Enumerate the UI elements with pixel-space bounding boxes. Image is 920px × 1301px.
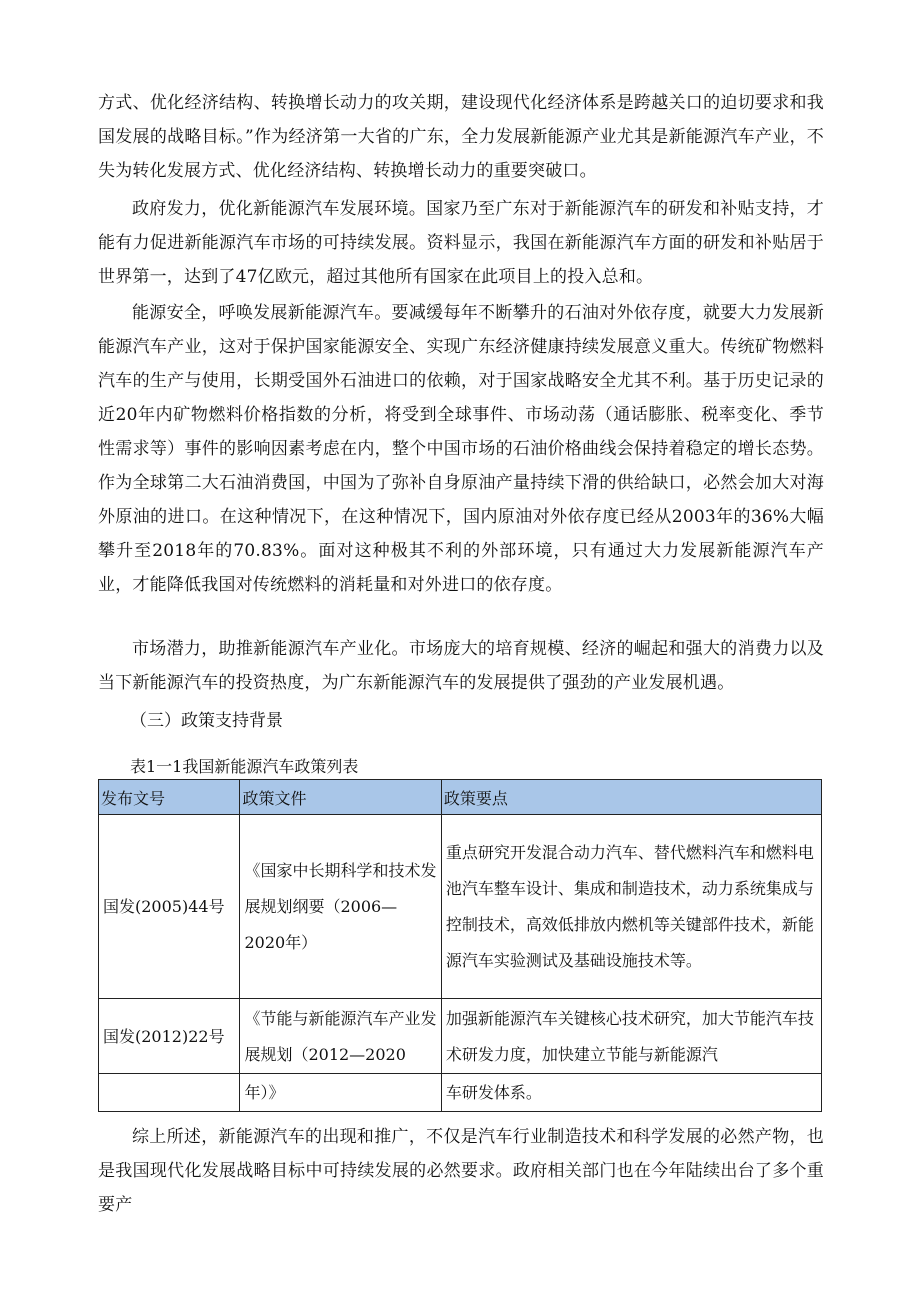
cell-document-continued: 年）》	[240, 1074, 441, 1112]
table-header-row	[99, 780, 822, 815]
cell-points-continued: 车研发体系。	[441, 1074, 821, 1112]
cell-empty	[99, 1074, 240, 1112]
cell-doc-no: 国发(2005)44号	[99, 815, 240, 999]
paragraph-market-potential: 市场潜力，助推新能源汽车产业化。市场庞大的培育规模、经济的崛起和强大的消费力以及当下新能源汽车的投资热度，为广东新能源汽车的发展提供了强劲的产业发展机遇。	[98, 639, 824, 693]
table-row	[99, 815, 822, 999]
paragraph-government: 政府发力，优化新能源汽车发展环境。国家乃至广东对于新能源汽车的研发和补贴支持，才能有力促进新能源汽车市场的可持续发展。资料显示，我国在新能源汽车方面的研发和补贴居于世界第一，达到了47亿欧元，超过其他所有国家在此项目上的投入总和。	[98, 199, 824, 287]
cell-doc-no: 国发(2012)22号	[99, 999, 240, 1074]
cell-document: 《国家中长期科学和技术发展规划纲要（2006—2020年）	[240, 815, 441, 999]
cell-document: 《节能与新能源汽车产业发展规划（2012—2020	[240, 999, 441, 1074]
paragraph-summary: 综上所述，新能源汽车的出现和推广，不仅是汽车行业制造技术和科学发展的必然产物，也是我国现代化发展战略目标中可持续发展的必然要求。政府相关部门也在今年陆续出台了多个重要产	[98, 1127, 824, 1215]
policy-table	[98, 779, 822, 1112]
table-row	[99, 999, 822, 1074]
paragraph-intro-continuation: 方式、优化经济结构、转换增长动力的攻关期，建设现代化经济体系是跨越关口的迫切要求和我国发展的战略目标。”作为经济第一大省的广东，全力发展新能源产业尤其是新能源汽车产业，不失为转化发展方式、优化经济结构、转换增长动力的重要突破口。	[98, 93, 824, 181]
table-row	[99, 1074, 822, 1112]
cell-points: 加强新能源汽车关键核心技术研究，加大节能汽车技术研发力度，加快建立节能与新能源汽	[441, 999, 821, 1074]
header-doc-no: 发布文号	[99, 780, 240, 815]
header-points: 政策要点	[441, 780, 821, 815]
header-document: 政策文件	[240, 780, 441, 815]
section-heading: （三）政策支持背景	[130, 711, 283, 731]
table-caption: 表1一1我国新能源汽车政策列表	[130, 757, 359, 776]
cell-points: 重点研究开发混合动力汽车、替代燃料汽车和燃料电池汽车整车设计、集成和制造技术，动力系统集成与控制技术，高效低排放内燃机等关键部件技术，新能源汽车实验测试及基础设施技术等。	[441, 815, 821, 999]
paragraph-energy-security: 能源安全，呼唤发展新能源汽车。要减缓每年不断攀升的石油对外依存度，就要大力发展新能源汽车产业，这对于保护国家能源安全、实现广东经济健康持续发展意义重大。传统矿物燃料汽车的生产与使用，长期受国外石油进口的依赖，对于国家战略安全尤其不利。基于历史记录的近20年内矿物燃料价格指数的分析，将受到全球事件、市场动荡（通话膨胀、税率变化、季节性需求等）事件的影响因素考虑在内，整个中国市场的石油价格曲线会保持着稳定的增长态势。作为全球第二大石油消费国，中国为了弥补自身原油产量持续下滑的供给缺口，必然会加大对海外原油的进口。在这种情况下，在这种情况下，国内原油对外依存度已经从2003年的36%大幅攀升至2018年的70.83%。面对这种极其不利的外部环境，只有通过大力发展新能源汽车产业，才能降低我国对传统燃料的消耗量和对外进口的依存度。	[98, 303, 824, 595]
